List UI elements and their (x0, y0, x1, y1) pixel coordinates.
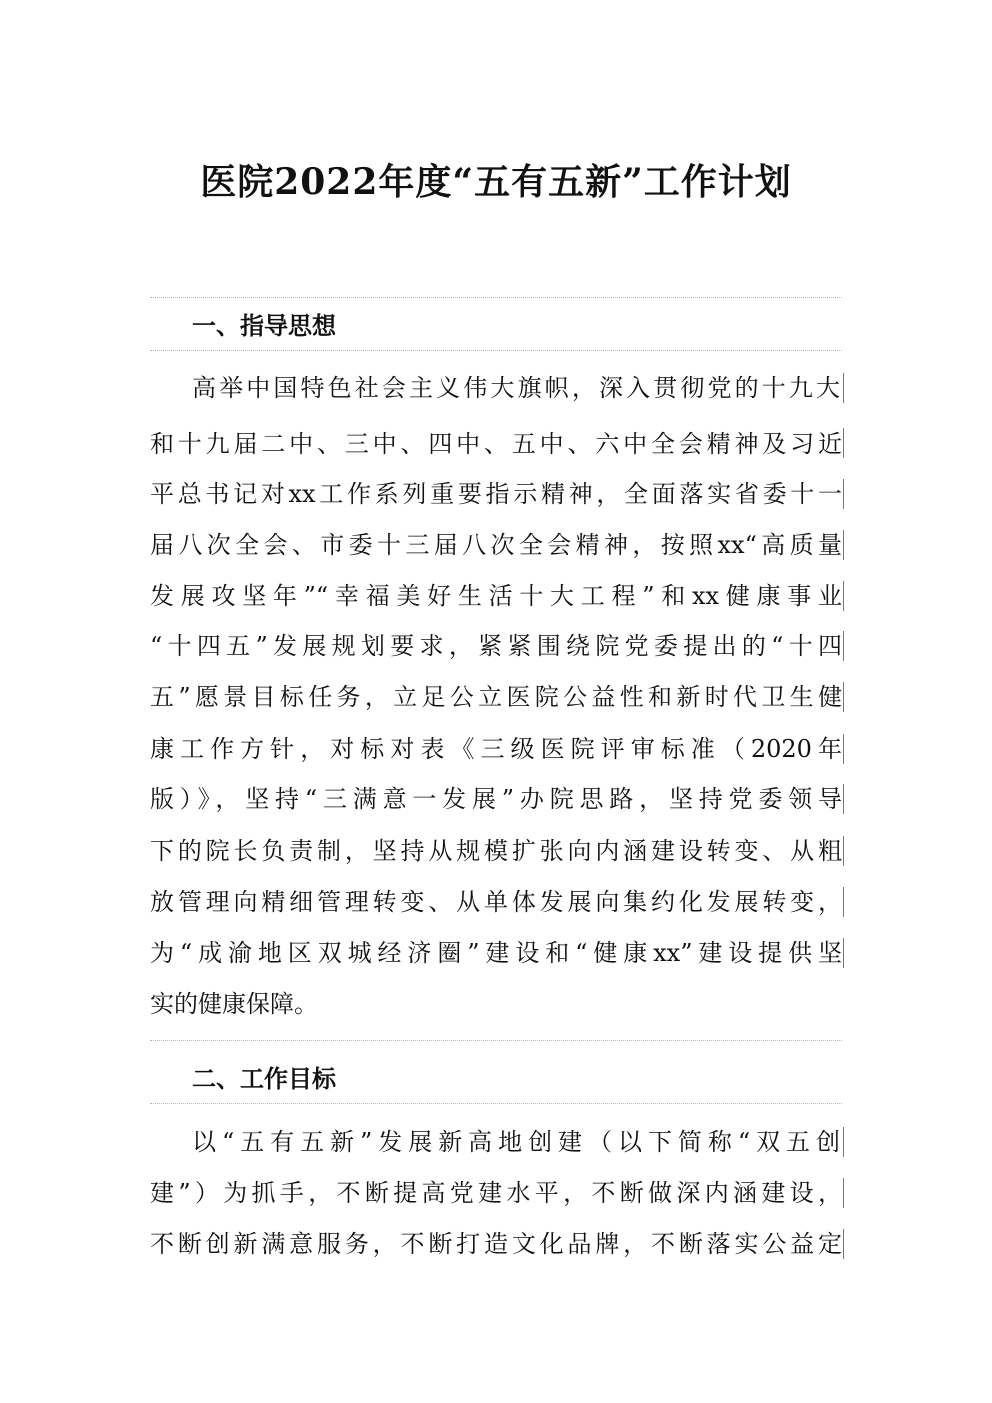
section-divider (150, 1103, 842, 1104)
paragraph-line: 高举中国特色社会主义伟大旗帜，深入贯彻党的十九大 (192, 374, 840, 402)
paragraph-line: 康工作方针，对标对表《三级医院评审标准（2020年 (150, 735, 842, 763)
paragraph-line: 下的院长负责制，坚持从规模扩张向内涵建设转变、从粗 (150, 837, 842, 865)
paragraph-line: 发展攻坚年”“幸福美好生活十大工程”和xx健康事业 (150, 582, 842, 610)
margin-edge-mark (843, 581, 844, 611)
margin-edge-mark (843, 428, 844, 458)
document-title: 医院2022年度“五有五新”工作计划 (200, 161, 792, 203)
margin-edge-mark (843, 938, 844, 968)
section-divider (150, 1040, 842, 1041)
paragraph-line: 实的健康保障。 (150, 990, 318, 1018)
margin-edge-mark (843, 836, 844, 866)
paragraph-line: 建”）为抓手，不断提高党建水平，不断做深内涵建设， (150, 1179, 842, 1207)
paragraph-line: 和十九届二中、三中、四中、五中、六中全会精神及习近 (150, 430, 842, 458)
margin-edge-mark (843, 1229, 844, 1259)
paragraph-line: 平总书记对xx工作系列重要指示精神，全面落实省委十一 (150, 480, 842, 508)
margin-edge-mark (843, 631, 844, 661)
margin-edge-mark (843, 887, 844, 917)
paragraph-line: 不断创新满意服务，不断打造文化品牌，不断落实公益定 (150, 1230, 842, 1258)
margin-edge-mark (843, 373, 844, 403)
paragraph-line: “十四五”发展规划要求，紧紧围绕院党委提出的“十四 (150, 632, 842, 660)
margin-edge-mark (843, 479, 844, 509)
margin-edge-mark (843, 784, 844, 814)
paragraph-line: 五”愿景目标任务，立足公立医院公益性和新时代卫生健 (150, 683, 842, 711)
section-divider (150, 297, 842, 298)
paragraph-line: 版）》，坚持“三满意一发展”办院思路，坚持党委领导 (150, 785, 842, 813)
paragraph-line: 届八次全会、市委十三届八次全会精神，按照xx“高质量 (150, 531, 842, 559)
margin-edge-mark (843, 1178, 844, 1208)
section-divider (150, 350, 842, 351)
paragraph-line: 为“成渝地区双城经济圈”建设和“健康xx”建设提供坚 (150, 939, 842, 967)
section-heading-work-goals: 二、工作目标 (192, 1065, 336, 1093)
margin-edge-mark (843, 530, 844, 560)
paragraph-line: 放管理向精细管理转变、从单体发展向集约化发展转变， (150, 888, 842, 916)
section-heading-guiding-ideology: 一、指导思想 (192, 312, 336, 340)
margin-edge-mark (843, 1127, 844, 1157)
margin-edge-mark (843, 682, 844, 712)
margin-edge-mark (843, 734, 844, 764)
paragraph-line: 以“五有五新”发展新高地创建（以下简称“双五创 (192, 1128, 840, 1156)
